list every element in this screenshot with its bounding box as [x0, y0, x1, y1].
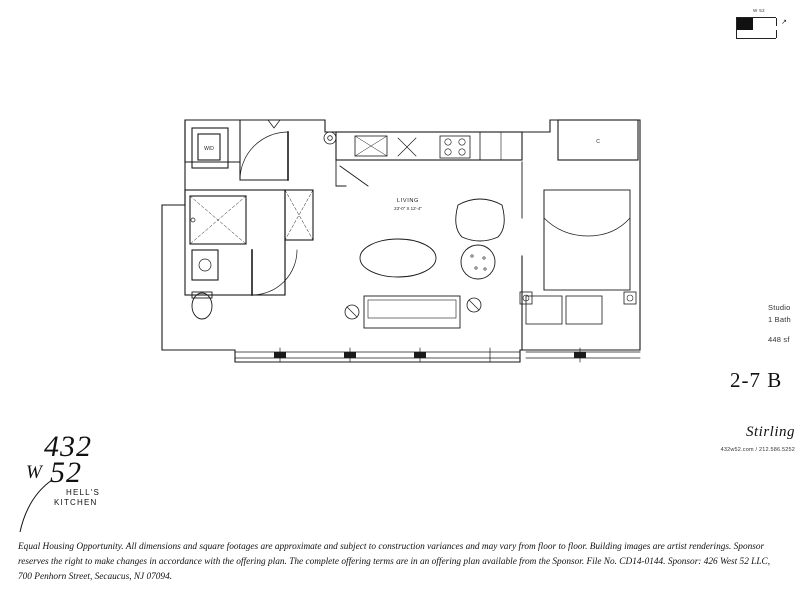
contact-info: 432w52.com / 212.586.5252 — [720, 447, 795, 453]
north-arrow-icon: ↗ — [781, 19, 787, 26]
floor-plan-drawing — [140, 100, 660, 370]
closet-label: C — [596, 139, 600, 145]
key-plan-unit-highlight — [737, 18, 753, 30]
logo-letter-w: W — [26, 462, 42, 483]
building-logo — [18, 430, 148, 535]
key-plan — [728, 8, 790, 52]
living-room-label: LIVING — [397, 198, 419, 204]
logo-number-432: 432 — [44, 430, 92, 463]
wd-label: W/D — [204, 146, 214, 152]
logo-swoosh-icon — [18, 474, 78, 534]
key-plan-street-label: W 52 — [752, 8, 766, 13]
unit-bath-count: 1 Bath — [768, 315, 791, 324]
living-room-dimensions: 23'-0" X 12'-4" — [394, 206, 422, 211]
unit-square-footage: 448 sf — [768, 335, 790, 344]
logo-number-52: 52 — [50, 456, 82, 489]
unit-type: Studio — [768, 303, 791, 312]
legal-disclaimer: Equal Housing Opportunity. All dimensions and square footages are approximate and subject to construction variances and may vary from floor to floor. Building images are artist renderings. Sponsor reserves the right to make changes in accordance with the offering plan. The complete offering terms are in an offering plan available from the Sponsor. File No. CD14-0144. Sponsor: 426 West 52 LLC, 700 Penhorn Street, Secaucus, NJ 07094. — [18, 542, 771, 582]
logo-neighborhood-line1: HELL'S — [66, 488, 101, 497]
stirling-wordmark: Stirling — [745, 424, 795, 440]
logo-neighborhood-line2: KITCHEN — [54, 498, 98, 507]
key-plan-diagram-icon — [730, 15, 788, 45]
developer-branding — [700, 424, 795, 453]
unit-number: 2-7 B — [730, 368, 783, 392]
unit-info-block — [768, 302, 791, 346]
